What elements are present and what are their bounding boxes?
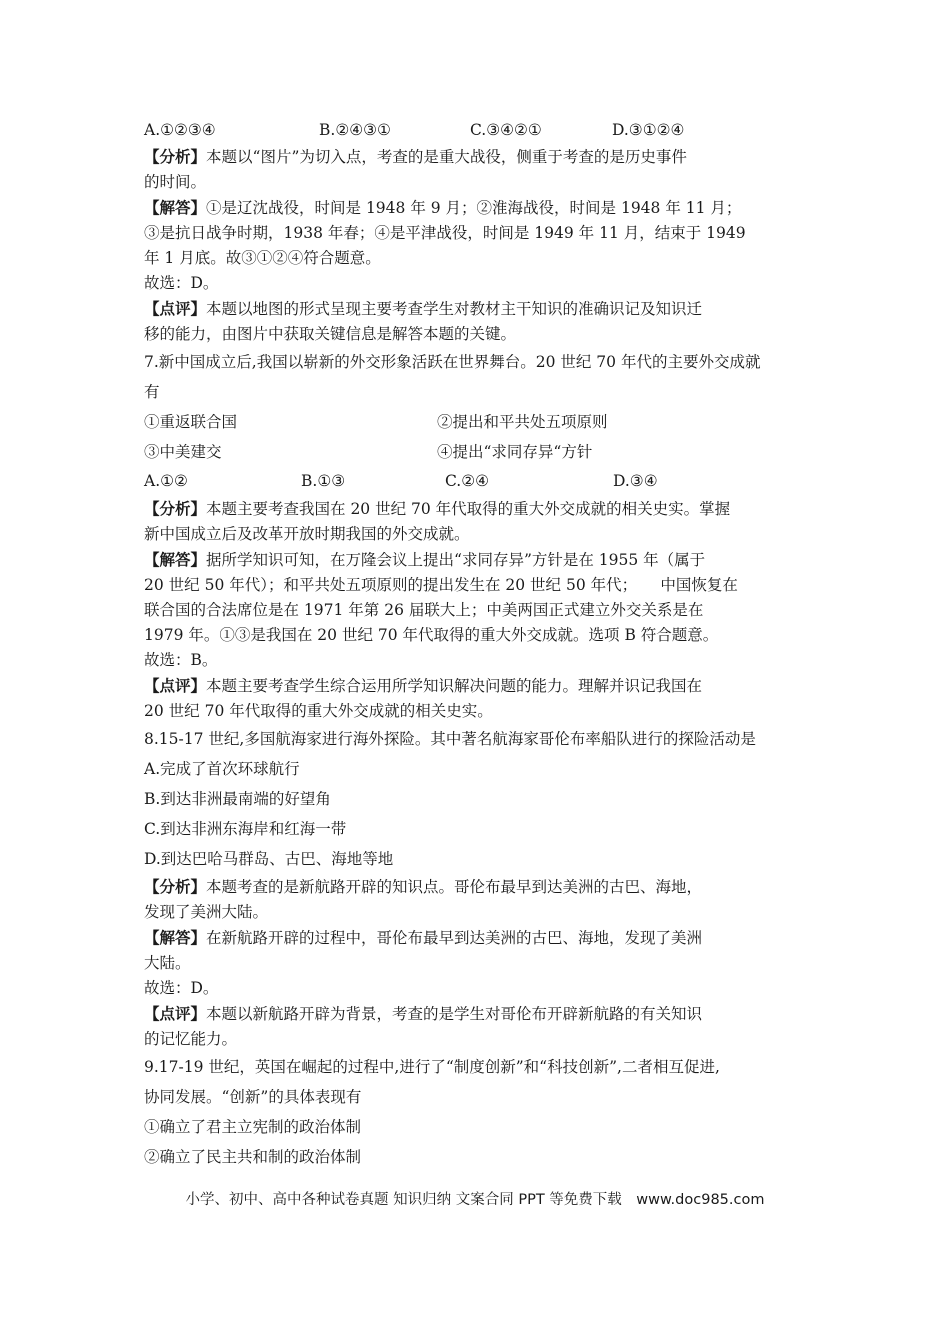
q6-options <box>144 116 812 144</box>
q6-comment-text: 本题以地图的形式呈现主要考查学生对教材主干知识的准确识记及知识迁 <box>206 300 703 318</box>
q6-option-d[interactable]: D.③①②④ <box>612 121 685 139</box>
q7-option-a[interactable]: A.①② <box>144 472 188 490</box>
q6-answer-cont-1: ③是抗日战争时期，1938 年春；④是平津战役，时间是 1949 年 11 月，结束于 1949 <box>144 224 746 242</box>
q6-option-c[interactable]: C.③④②① <box>470 121 542 139</box>
q7-answer-cont-3: 1979 年。①③是我国在 20 世纪 70 年代取得的重大外交成就。选项 B 符合题意。 <box>144 626 719 644</box>
q7-choice: 故选：B。 <box>144 651 218 669</box>
q7-comment-cont: 20 世纪 70 年代取得的重大外交成就的相关史实。 <box>144 702 493 720</box>
page-footer: 小学、初中、高中各种试卷真题 知识归纳 文案合同 PPT 等免费下载 www.doc985.com <box>185 1192 765 1208</box>
answer-tag: 【解答】 <box>144 550 207 569</box>
q7-answer-cont-1: 20 世纪 50 年代）；和平共处五项原则的提出发生在 20 世纪 50 年代； 中国恢复在 <box>144 576 738 594</box>
q6-comment-cont: 移的能力，由图片中获取关键信息是解答本题的关键。 <box>144 325 517 343</box>
q8-option-a[interactable]: A.完成了首次环球航行 <box>144 760 300 778</box>
q6-option-b[interactable]: B.②④③① <box>319 121 391 139</box>
q6-comment <box>144 296 812 322</box>
q7-option-d[interactable]: D.③④ <box>613 472 658 490</box>
q6-choice: 故选：D。 <box>144 274 219 292</box>
q9-item-1: ①确立了君主立宪制的政治体制 <box>144 1118 362 1136</box>
q7-analysis <box>144 496 812 522</box>
q7-stem: 7.新中国成立后,我国以崭新的外交形象活跃在世界舞台。20 世纪 70 年代的主要外交成就 <box>144 353 761 371</box>
q6-answer-cont-2: 年 1 月底。故③①②④符合题意。 <box>144 249 381 267</box>
q7-analysis-cont: 新中国成立后及改革开放时期我国的外交成就。 <box>144 525 470 543</box>
q7-item-4: ④提出“求同存异“方针 <box>437 443 593 461</box>
q7-options <box>144 467 812 496</box>
q7-item-1: ①重返联合国 <box>144 413 238 431</box>
q7-answer-text: 据所学知识可知，在万隆会议上提出“求同存异”方针是在 1955 年（属于 <box>206 551 706 569</box>
q6-answer <box>144 195 812 221</box>
q9-stem: 9.17-19 世纪，英国在崛起的过程中,进行了“制度创新”和“科技创新”,二者相互促进, <box>144 1058 720 1076</box>
q9-item-2: ②确立了民主共和制的政治体制 <box>144 1148 362 1166</box>
q7-comment <box>144 673 812 699</box>
q9-stem-cont: 协同发展。“创新”的具体表现有 <box>144 1088 362 1106</box>
q6-option-a[interactable]: A.①②③④ <box>144 121 216 139</box>
q6-answer-text: ①是辽沈战役，时间是 1948 年 9 月；②淮海战役，时间是 1948 年 11 月； <box>206 199 742 217</box>
q8-answer-text: 在新航路开辟的过程中，哥伦布最早到达美洲的古巴、海地，发现了美洲 <box>206 929 703 947</box>
q8-comment <box>144 1001 812 1027</box>
q8-comment-cont: 的记忆能力。 <box>144 1030 238 1048</box>
analysis-tag: 【分析】 <box>144 147 207 166</box>
q7-items-row-2 <box>144 437 812 467</box>
q7-items-row-1 <box>144 407 812 437</box>
q6-analysis-cont: 的时间。 <box>144 173 207 191</box>
q8-comment-text: 本题以新航路开辟为背景，考查的是学生对哥伦布开辟新航路的有关知识 <box>206 1005 703 1023</box>
analysis-tag: 【分析】 <box>144 499 207 518</box>
q8-option-d[interactable]: D.到达巴哈马群岛、古巴、海地等地 <box>144 850 394 868</box>
q8-option-b[interactable]: B.到达非洲最南端的好望角 <box>144 790 331 808</box>
q7-answer <box>144 547 812 573</box>
q7-comment-text: 本题主要考查学生综合运用所学知识解决问题的能力。理解并识记我国在 <box>206 677 703 695</box>
q6-analysis <box>144 144 812 170</box>
q7-option-b[interactable]: B.①③ <box>301 472 346 490</box>
q8-answer <box>144 925 812 951</box>
q6-analysis-text: 本题以“图片”为切入点，考查的是重大战役，侧重于考查的是历史事件 <box>206 148 687 166</box>
document-page <box>144 116 812 1172</box>
q8-choice: 故选：D。 <box>144 979 219 997</box>
comment-tag: 【点评】 <box>144 299 207 318</box>
q7-item-3: ③中美建交 <box>144 443 222 461</box>
q8-stem: 8.15-17 世纪,多国航海家进行海外探险。其中著名航海家哥伦布率船队进行的探险活动是 <box>144 730 756 748</box>
q7-option-c[interactable]: C.②④ <box>445 472 490 490</box>
q7-answer-cont-2: 联合国的合法席位是在 1971 年第 26 届联大上；中美两国正式建立外交关系是在 <box>144 601 704 619</box>
answer-tag: 【解答】 <box>144 928 207 947</box>
q8-option-c[interactable]: C.到达非洲东海岸和红海一带 <box>144 820 347 838</box>
q7-stem-cont: 有 <box>144 383 160 401</box>
q7-analysis-text: 本题主要考查我国在 20 世纪 70 年代取得的重大外交成就的相关史实。掌握 <box>206 500 731 518</box>
q8-analysis-cont: 发现了美洲大陆。 <box>144 903 269 921</box>
answer-tag: 【解答】 <box>144 198 207 217</box>
analysis-tag: 【分析】 <box>144 877 207 896</box>
q8-analysis-text: 本题考查的是新航路开辟的知识点。哥伦布最早到达美洲的古巴、海地， <box>206 878 703 896</box>
q8-analysis <box>144 874 812 900</box>
q8-answer-cont: 大陆。 <box>144 954 191 972</box>
comment-tag: 【点评】 <box>144 676 207 695</box>
q7-item-2: ②提出和平共处五项原则 <box>437 413 608 431</box>
comment-tag: 【点评】 <box>144 1004 207 1023</box>
